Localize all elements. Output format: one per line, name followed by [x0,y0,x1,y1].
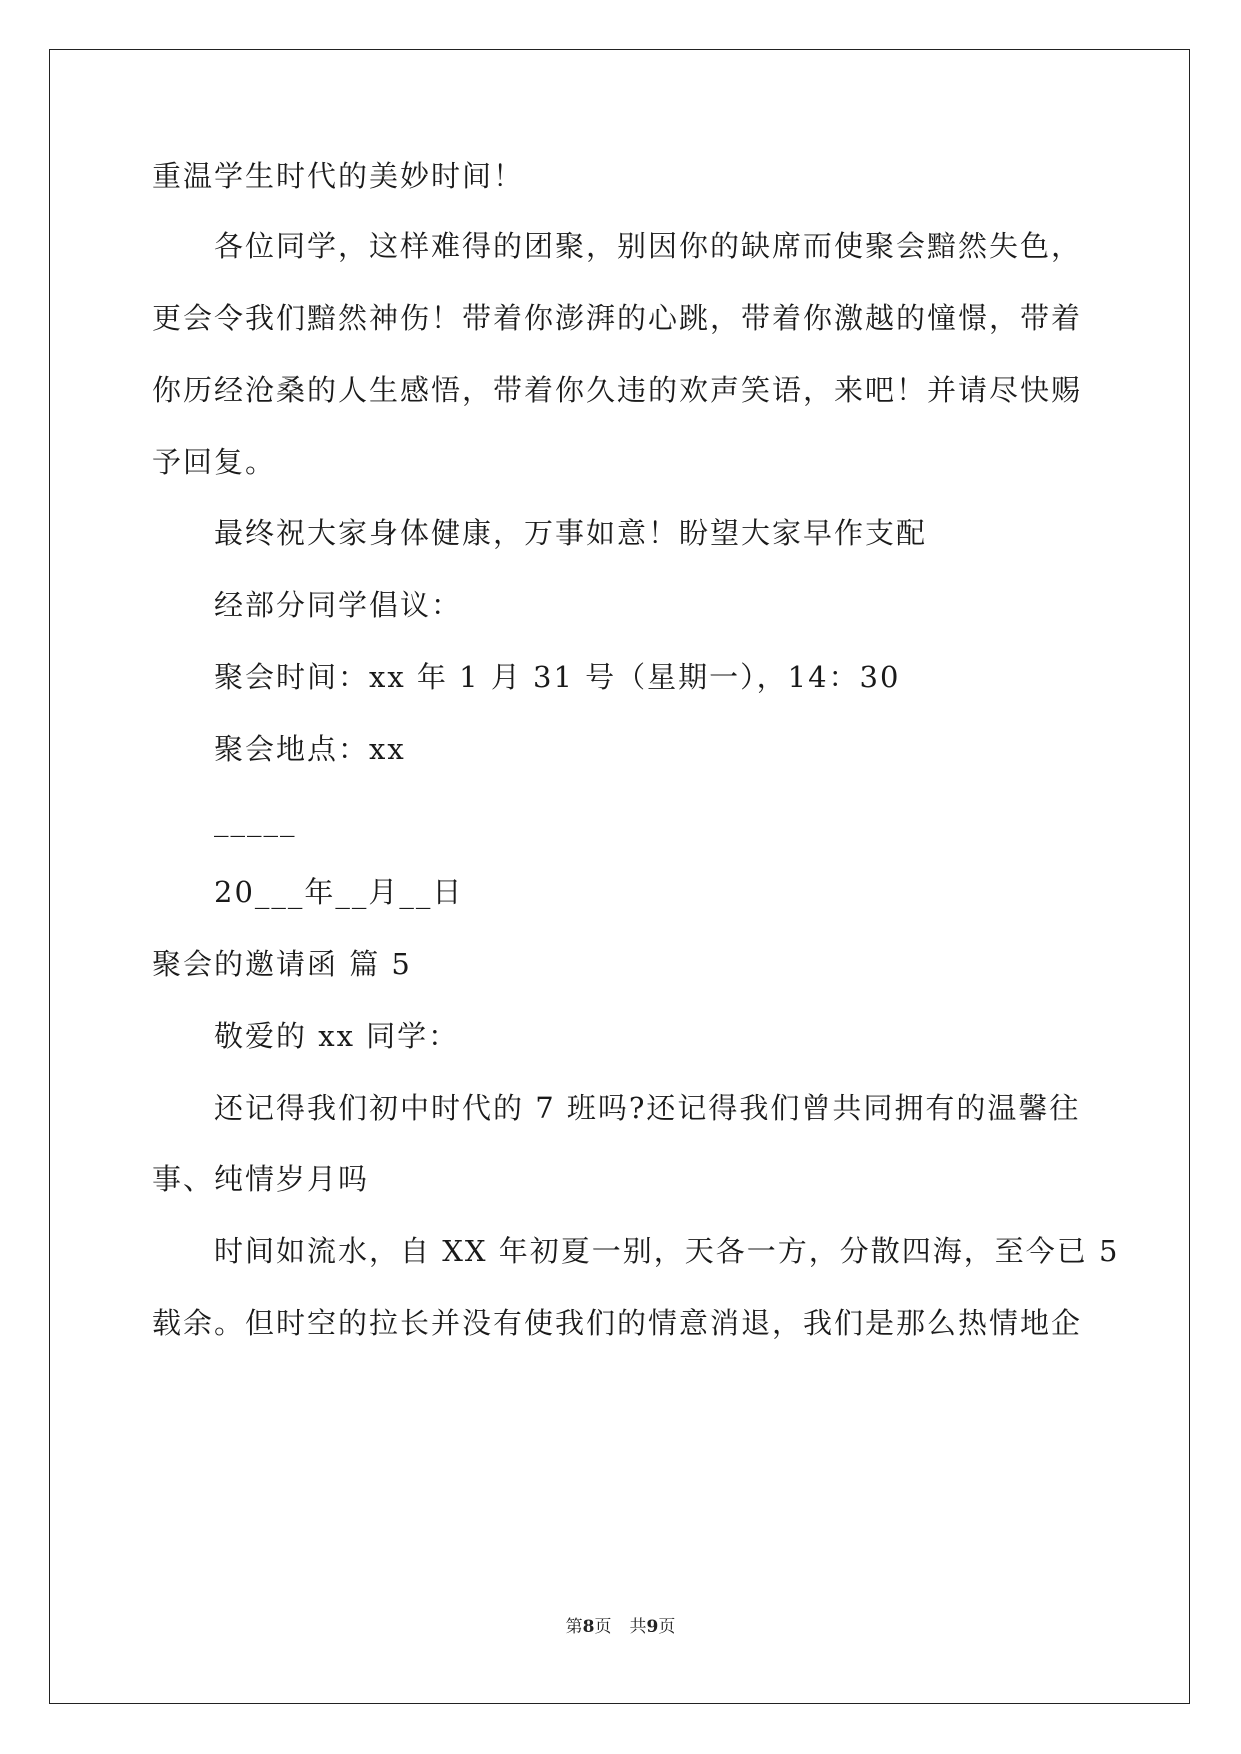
page-footer [0,1615,1241,1639]
text-line: 聚会时间：xx 年 1 月 31 号（星期一），14：30 [214,660,901,694]
text-line: 经部分同学倡议： [214,588,463,622]
salutation: 敬爱的 xx 同学： [214,1019,460,1053]
text-line: 更会令我们黯然神伤！带着你澎湃的心跳，带着你激越的憧憬，带着 [152,301,1083,335]
text-line: 各位同学，这样难得的团聚，别因你的缺席而使聚会黯然失色， [214,229,1083,263]
page-suffix: 页 [594,1617,612,1637]
text-line: 时间如流水，自 XX 年初夏一别，天各一方，分散四海，至今已 5 [214,1234,1120,1268]
signature-blank: _____ [214,803,297,837]
date-line: 20___年__月__日 [214,875,464,909]
section-heading: 聚会的邀请函 篇 5 [152,947,412,981]
text-line: 最终祝大家身体健康，万事如意！盼望大家早作支配 [214,516,928,550]
text-line: 你历经沧桑的人生感悟，带着你久违的欢声笑语，来吧！并请尽快赐 [152,373,1083,407]
page-total: 9 [646,1617,659,1637]
page-prefix: 第 [565,1617,583,1637]
text-line: 聚会地点：xx [214,732,406,766]
text-line: 载余。但时空的拉长并没有使我们的情意消退，我们是那么热情地企 [152,1306,1083,1340]
text-line: 还记得我们初中时代的 7 班吗?还记得我们曾共同拥有的温馨往 [214,1091,1081,1125]
total-suffix: 页 [658,1617,676,1637]
text-line: 事、纯情岁月吗 [152,1162,370,1196]
page-current: 8 [582,1617,595,1637]
total-prefix: 共 [629,1617,647,1637]
text-line: 重温学生时代的美妙时间！ [152,159,525,193]
text-line: 予回复。 [152,445,277,479]
